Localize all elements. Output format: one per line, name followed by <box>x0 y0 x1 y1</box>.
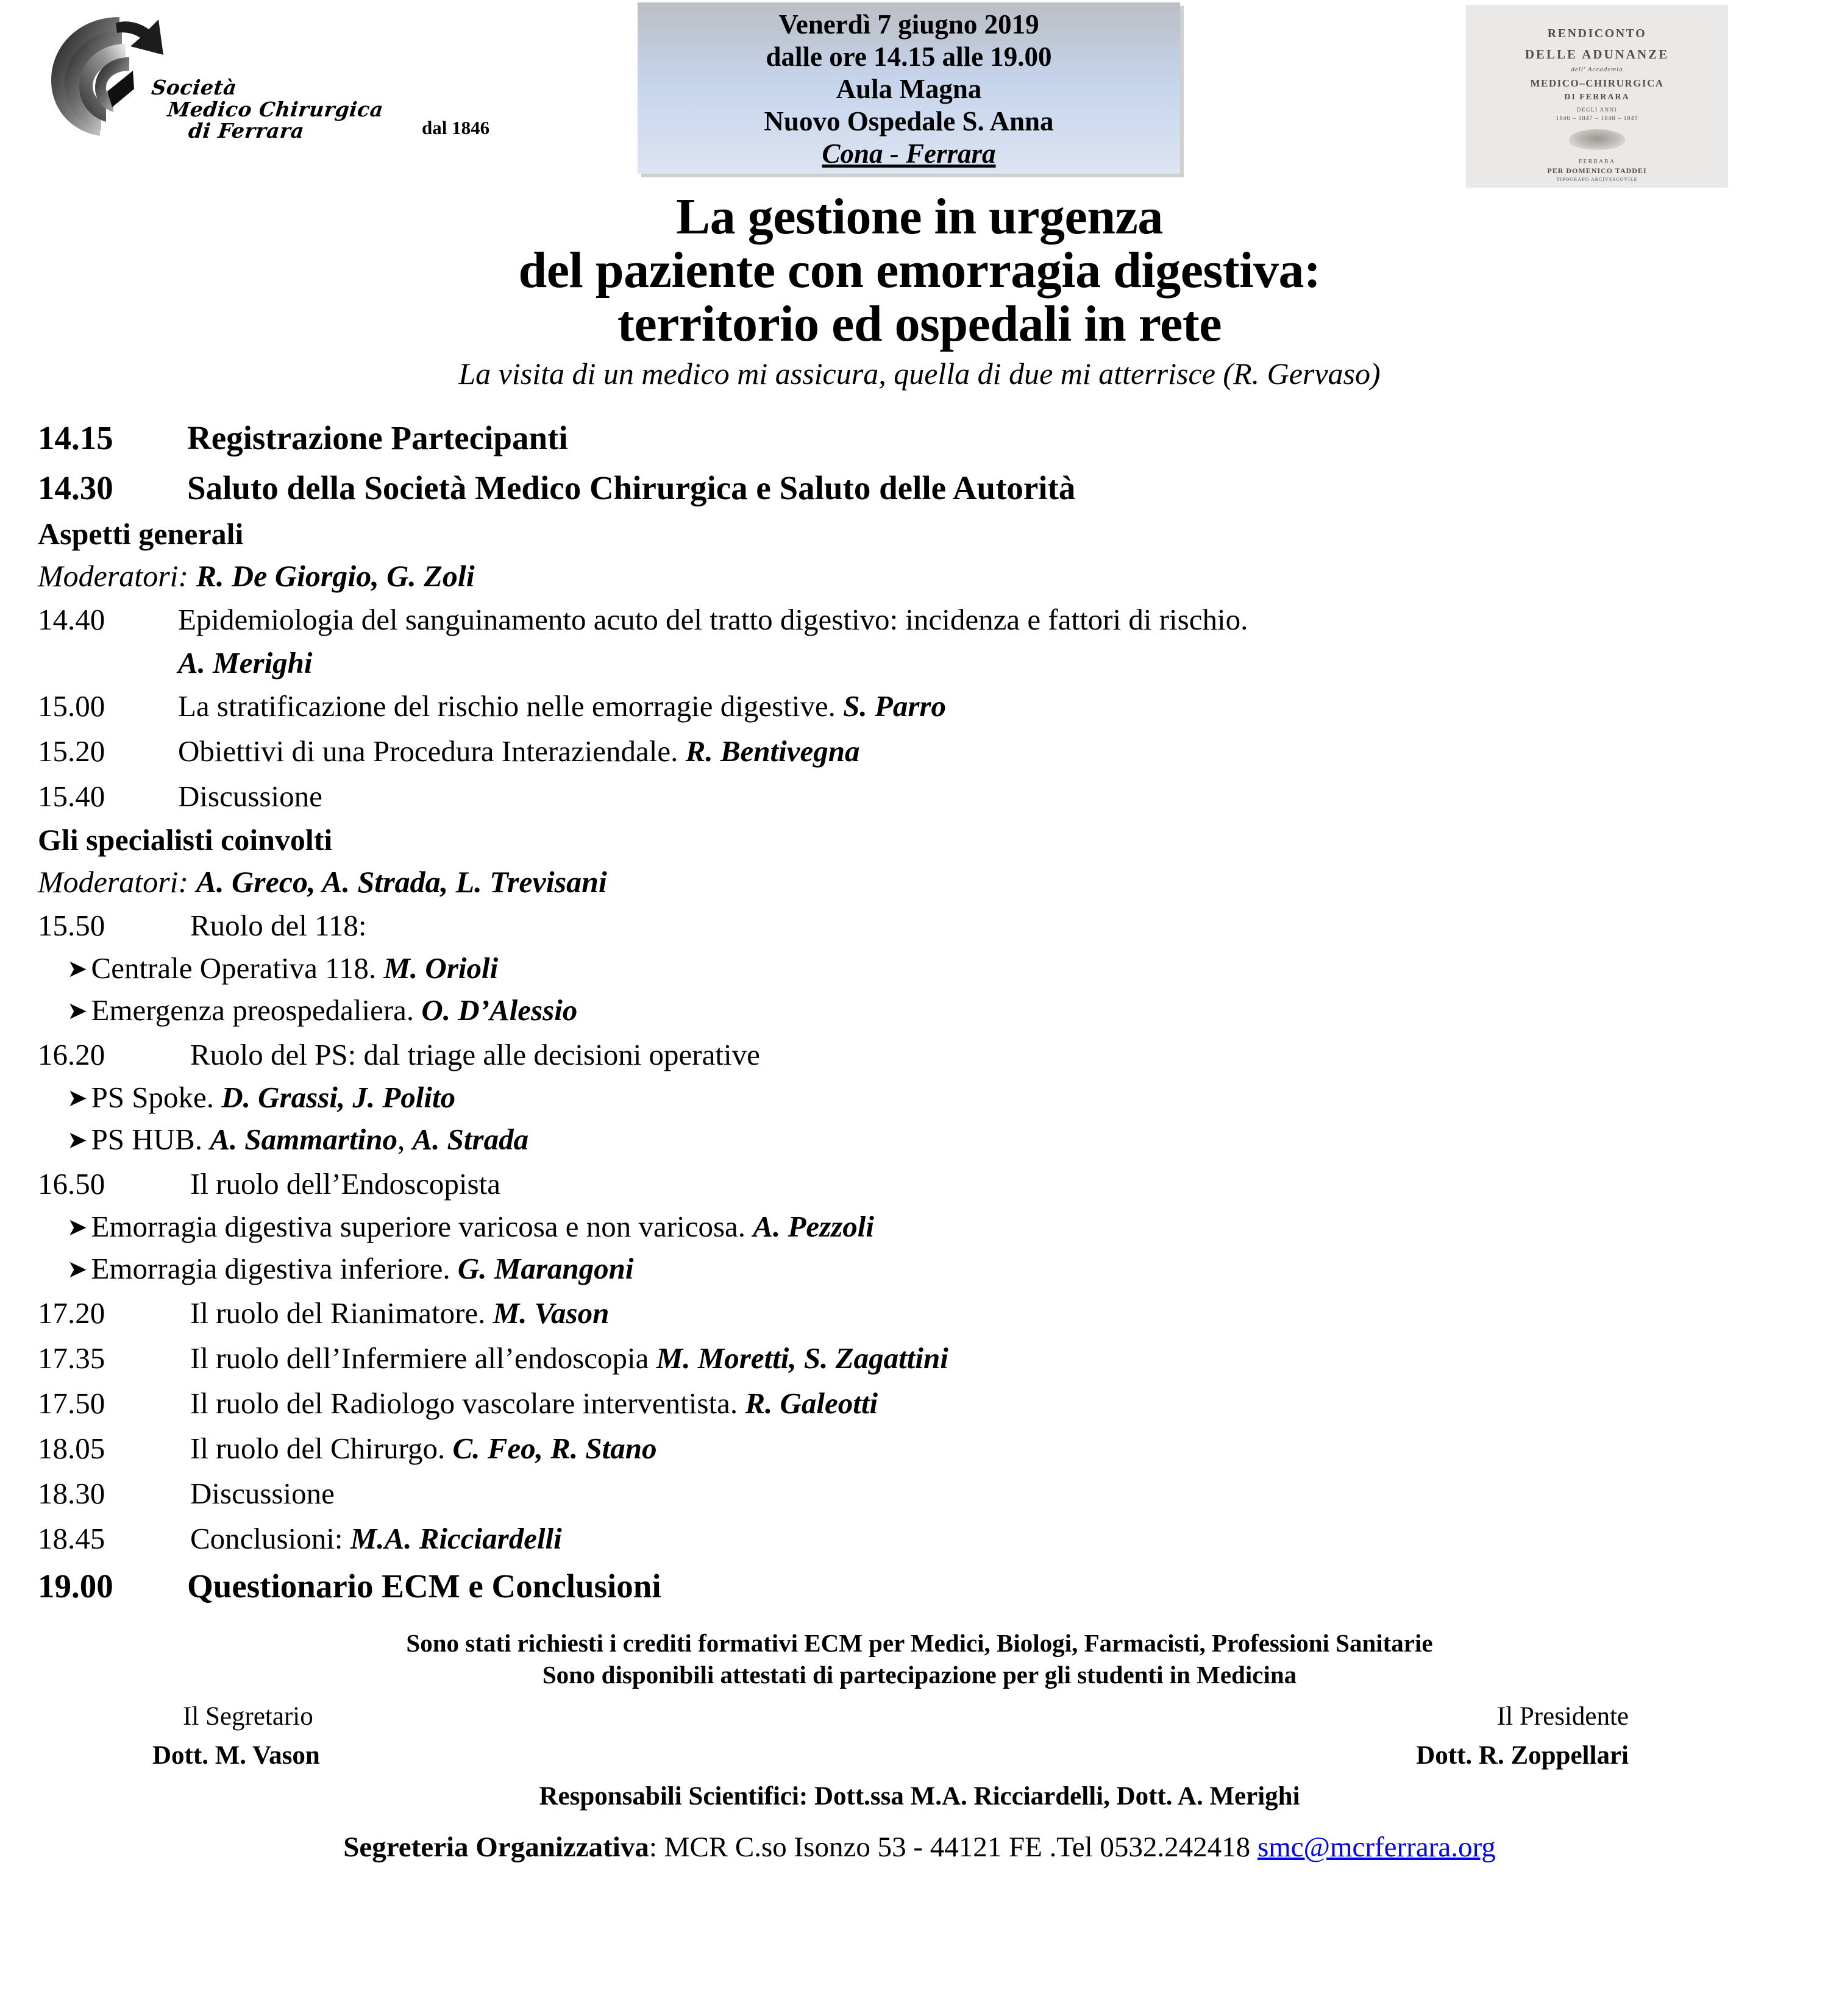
time-label: 15.50 <box>38 909 105 942</box>
cover-line-4: MEDICO–CHIRURGICA <box>1530 77 1664 89</box>
title-quote: La visita di un medico mi assicura, quella di due mi atterrisce (R. Gervaso) <box>458 357 1381 391</box>
bullet-text: Emergenza preospedaliera. <box>91 993 414 1027</box>
time-label: 16.50 <box>38 1167 105 1201</box>
session-title-text: La stratificazione del rischio nelle emorragie digestive. <box>178 689 836 723</box>
bullet-item-emorragia-inferiore <box>38 1249 1827 1291</box>
speaker-name: D. Grassi, J. Polito <box>221 1081 456 1114</box>
arrow-bullet-icon: ➤ <box>67 997 88 1025</box>
session-title-text: Il ruolo del Chirurgo. <box>190 1432 446 1465</box>
secretariat-email-link[interactable]: smc@mcrferrara.org <box>1257 1831 1496 1863</box>
time-label: 17.50 <box>38 1386 105 1420</box>
event-date: Venerdì 7 giugno 2019 <box>778 9 1039 40</box>
arrow-bullet-icon: ➤ <box>67 955 88 983</box>
secretary-name: Dott. M. Vason <box>152 1741 320 1770</box>
arrow-bullet-icon: ➤ <box>67 1255 88 1283</box>
session-title <box>190 1516 562 1561</box>
event-hospital: Nuovo Ospedale S. Anna <box>764 106 1054 137</box>
time-label: 14.15 <box>38 419 113 456</box>
bullet-text: PS HUB. <box>91 1123 202 1156</box>
moderators-line-2 <box>38 861 1827 903</box>
session-title <box>190 1336 948 1381</box>
time-label: 18.30 <box>38 1477 105 1510</box>
schedule-row-1440 <box>38 597 1827 642</box>
speaker-1440: A. Merighi <box>178 646 313 680</box>
cover-line-7: 1846 – 1847 – 1848 – 1849 <box>1556 115 1638 122</box>
cover-line-6: DEGLI ANNI <box>1576 107 1618 113</box>
session-title <box>190 1291 609 1336</box>
logo-line-2: Medico Chirurgica <box>166 97 385 121</box>
event-city: Cona - Ferrara <box>822 138 996 169</box>
bullet-item-emergenza-preospedaliera <box>38 990 1827 1032</box>
program-schedule <box>0 413 1839 1611</box>
session-title: Registrazione Partecipanti <box>187 419 568 456</box>
cover-line-5: DI FERRARA <box>1564 93 1630 102</box>
speaker-name: M.A. Ricciardelli <box>350 1522 562 1555</box>
schedule-row-1620 <box>38 1032 1827 1077</box>
session-title: Il ruolo dell’Endoscopista <box>190 1167 500 1201</box>
schedule-row-registration <box>38 413 1827 463</box>
cover-line-9: PER DOMENICO TADDEI <box>1547 166 1647 175</box>
logo-wordmark <box>146 77 386 142</box>
organizing-secretariat-line <box>0 1830 1839 1865</box>
logo-since-label: dal 1846 <box>422 117 490 138</box>
arrow-bullet-icon: ➤ <box>67 1126 88 1154</box>
signature-names-row <box>0 1741 1839 1778</box>
moderators-names: R. De Giorgio, G. Zoli <box>196 559 475 593</box>
signature-roles-row <box>0 1702 1839 1739</box>
speaker-name: R. Bentivegna <box>685 734 860 768</box>
bullet-text: PS Spoke. <box>91 1081 215 1114</box>
page-title-line-1: La gestione in urgenza <box>676 188 1163 245</box>
logo-line-1: Società <box>150 76 238 99</box>
ecm-credits-note: Sono stati richiesti i crediti formativi ECM per Medici, Biologi, Farmacisti, Professioni Sanitarie <box>406 1629 1433 1657</box>
session-title-text: Il ruolo del Rianimatore. <box>190 1296 486 1330</box>
time-label: 14.30 <box>38 469 113 506</box>
schedule-row-1500 <box>38 684 1827 729</box>
schedule-row-1720 <box>38 1291 1827 1336</box>
schedule-row-1735 <box>38 1336 1827 1381</box>
schedule-row-1830 <box>38 1471 1827 1516</box>
session-title: Epidemiologia del sanguinamento acuto del tratto digestivo: incidenza e fattori di rischio. <box>178 603 1248 636</box>
schedule-row-1805 <box>38 1426 1827 1471</box>
president-name: Dott. R. Zoppellari <box>1416 1741 1629 1770</box>
time-label: 18.05 <box>38 1432 105 1465</box>
schedule-row-1750 <box>38 1381 1827 1426</box>
organizing-secretariat-address: : MCR C.so Isonzo 53 - 44121 FE .Tel 0532.242418 <box>649 1831 1257 1863</box>
cover-line-10: TIPOGRAFO ARCIVESCOVILE <box>1556 177 1638 182</box>
event-title-block <box>0 190 1839 392</box>
moderators-label: Moderatori: <box>38 559 189 593</box>
speaker-separator: , <box>397 1123 405 1156</box>
session-title-text: Il ruolo dell’Infermiere all’endoscopia <box>190 1341 649 1375</box>
schedule-row-1900 <box>38 1561 1827 1611</box>
session-title: Discussione <box>178 779 322 813</box>
president-role-label: Il Presidente <box>1496 1702 1629 1731</box>
session-title: Ruolo del 118: <box>190 909 367 942</box>
cover-line-1: RENDICONTO <box>1547 27 1647 40</box>
time-label: 16.20 <box>38 1038 105 1071</box>
student-certificates-note: Sono disponibili attestati di partecipazione per gli studenti in Medicina <box>542 1661 1297 1689</box>
time-label: 18.45 <box>38 1522 105 1555</box>
society-logo <box>37 5 524 157</box>
scientific-directors-line: Responsabili Scientifici: Dott.ssa M.A. Ricciardelli, Dott. A. Merighi <box>539 1782 1300 1811</box>
speaker-name: A. Pezzoli <box>753 1210 875 1243</box>
schedule-row-1650 <box>38 1162 1827 1207</box>
session-title: Saluto della Società Medico Chirurgica e Saluto delle Autorità <box>187 469 1076 506</box>
speaker-name-2: A. Strada <box>412 1123 529 1156</box>
arrow-bullet-icon: ➤ <box>67 1084 88 1112</box>
arrow-bullet-icon: ➤ <box>67 1213 88 1241</box>
moderators-line-1 <box>38 555 1827 597</box>
page-header <box>0 0 1839 195</box>
cover-line-2: DELLE ADUNANZE <box>1524 47 1670 62</box>
section-heading-aspetti-generali: Aspetti generali <box>38 517 244 551</box>
session-title <box>178 729 860 774</box>
speaker-name: R. Galeotti <box>745 1386 878 1420</box>
organizing-secretariat-label: Segreteria Organizzativa <box>343 1831 649 1863</box>
session-title-text: Obiettivi di una Procedura Interaziendale. <box>178 734 678 768</box>
page-title-line-2: del paziente con emorragia digestiva: <box>518 242 1321 299</box>
logo-line-3: di Ferrara <box>187 119 305 143</box>
speaker-name: S. Parro <box>843 689 946 723</box>
schedule-row-1540 <box>38 774 1827 819</box>
event-room: Aula Magna <box>836 74 982 104</box>
bullet-item-centrale-operativa <box>38 948 1827 990</box>
bullet-text: Emorragia digestiva inferiore. <box>91 1252 450 1285</box>
schedule-row-1550 <box>38 903 1827 948</box>
bullet-text: Emorragia digestiva superiore varicosa e non varicosa. <box>91 1210 746 1243</box>
secretary-role-label: Il Segretario <box>183 1702 313 1731</box>
section-heading-specialisti: Gli specialisti coinvolti <box>38 823 333 857</box>
time-label: 15.40 <box>38 779 105 813</box>
session-title-text: Il ruolo del Radiologo vascolare interventista. <box>190 1386 738 1420</box>
speaker-name-1: A. Sammartino <box>210 1123 397 1156</box>
speaker-name: C. Feo, R. Stano <box>452 1432 657 1465</box>
event-hours: dalle ore 14.15 alle 19.00 <box>766 41 1052 72</box>
session-title: Questionario ECM e Conclusioni <box>187 1567 661 1605</box>
session-title <box>190 1426 656 1471</box>
moderators-names: A. Greco, A. Strada, L. Trevisani <box>196 865 607 899</box>
speaker-name: O. D’Alessio <box>421 993 578 1027</box>
time-label: 14.40 <box>38 603 105 636</box>
time-label: 15.20 <box>38 734 105 768</box>
page-title-line-3: territorio ed ospedali in rete <box>617 296 1222 352</box>
moderators-label: Moderatori: <box>38 865 189 899</box>
session-title <box>178 684 946 729</box>
schedule-row-1520 <box>38 729 1827 774</box>
time-label: 17.20 <box>38 1296 105 1330</box>
cover-line-3: dell' Accademia <box>1571 66 1623 73</box>
bullet-item-emorragia-superiore <box>38 1207 1827 1249</box>
session-title-text: Conclusioni: <box>190 1522 343 1555</box>
session-title: Ruolo del PS: dal triage alle decisioni operative <box>190 1038 760 1071</box>
bullet-item-ps-spoke <box>38 1077 1827 1120</box>
page-footer <box>0 1627 1839 1865</box>
historical-book-cover-image <box>1466 5 1728 188</box>
session-title <box>190 1381 878 1426</box>
event-date-venue-box <box>638 2 1180 174</box>
schedule-row-1845 <box>38 1516 1827 1561</box>
bullet-text: Centrale Operativa 118. <box>91 951 377 985</box>
time-label: 15.00 <box>38 689 105 723</box>
bullet-item-ps-hub <box>38 1120 1827 1162</box>
session-title: Discussione <box>190 1477 335 1510</box>
time-label: 19.00 <box>38 1567 113 1605</box>
speaker-name: M. Moretti, S. Zagattini <box>656 1341 948 1375</box>
cover-line-8: FERRARA <box>1578 158 1616 165</box>
speaker-name: M. Orioli <box>383 951 499 985</box>
cover-ornament-icon <box>1569 129 1625 150</box>
speaker-name: G. Marangoni <box>457 1252 634 1285</box>
schedule-row-saluto <box>38 463 1827 513</box>
speaker-name: M. Vason <box>493 1296 610 1330</box>
time-label: 17.35 <box>38 1341 105 1375</box>
